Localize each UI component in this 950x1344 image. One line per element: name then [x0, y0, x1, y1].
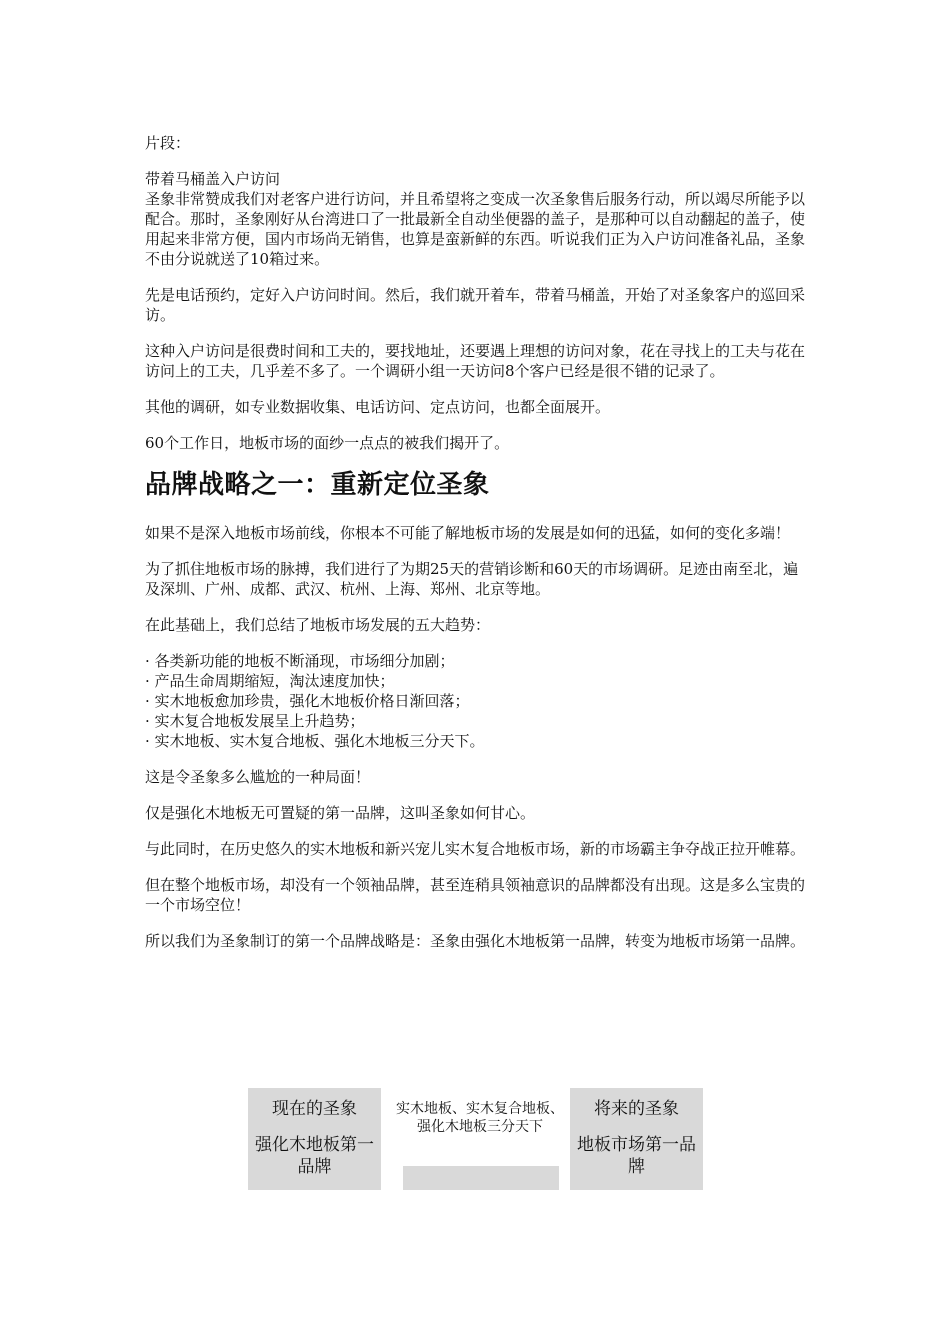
market-split-line-1: 实木地板、实木复合地板、 — [396, 1101, 564, 1117]
trend-item: · 实木地板愈加珍贵，强化木地板价格日渐回落； — [145, 692, 470, 710]
paragraph: 为了抓住地板市场的脉搏，我们进行了为期25天的营销诊断和60天的市场调研。足迹由南至北，遍及深圳、广州、成都、武汉、杭州、上海、郑州、北京等地。 — [145, 560, 799, 598]
future-position-box — [570, 1088, 703, 1190]
trend-item: · 各类新功能的地板不断涌现，市场细分加剧； — [145, 652, 455, 670]
trend-item: · 实木复合地板发展呈上升趋势； — [145, 712, 365, 730]
fragment-label: 片段： — [145, 134, 191, 152]
transition-bar — [403, 1166, 559, 1190]
paragraph: 仅是强化木地板无可置疑的第一品牌，这叫圣象如何甘心。 — [145, 804, 536, 822]
document-body — [145, 133, 810, 951]
paragraph: 但在整个地板市场，却没有一个领袖品牌，甚至连稍具领袖意识的品牌都没有出现。这是多么宝贵的一个市场空位！ — [145, 876, 806, 914]
subheading: 带着马桶盖入户访问 — [145, 170, 281, 188]
current-subtitle: 强化木地板第一品牌 — [255, 1135, 374, 1177]
paragraph: 所以我们为圣象制订的第一个品牌战略是：圣象由强化木地板第一品牌，转变为地板市场第一品牌。 — [145, 932, 806, 950]
positioning-diagram — [248, 1088, 703, 1190]
future-title: 将来的圣象 — [594, 1099, 679, 1119]
paragraph: 在此基础上，我们总结了地板市场发展的五大趋势： — [145, 616, 491, 634]
future-subtitle: 地板市场第一品牌 — [577, 1135, 696, 1177]
paragraph: 60个工作日，地板市场的面纱一点点的被我们揭开了。 — [145, 434, 510, 452]
trend-item: · 实木地板、实木复合地板、强化木地板三分天下。 — [145, 732, 485, 750]
current-title: 现在的圣象 — [272, 1099, 357, 1119]
market-split-text — [396, 1100, 564, 1136]
paragraph: 这种入户访问是很费时间和工夫的，要找地址，还要遇上理想的访问对象，花在寻找上的工夫与花在访问上的工夫，几乎差不多了。一个调研小组一天访问8个客户已经是很不错的记录了。 — [145, 342, 806, 380]
paragraph: 其他的调研，如专业数据收集、电话访问、定点访问，也都全面展开。 — [145, 398, 611, 416]
paragraph: 这是令圣象多么尴尬的一种局面！ — [145, 768, 371, 786]
paragraph: 如果不是深入地板市场前线，你根本不可能了解地板市场的发展是如何的迅猛，如何的变化多端！ — [145, 524, 791, 542]
paragraph: 与此同时，在历史悠久的实木地板和新兴宠儿实木复合地板市场，新的市场霸主争夺战正拉开帷幕。 — [145, 840, 806, 858]
market-split-line-2: 强化木地板三分天下 — [417, 1119, 543, 1135]
current-position-box — [248, 1088, 381, 1190]
paragraph: 先是电话预约，定好入户访问时间。然后，我们就开着车，带着马桶盖，开始了对圣象客户的巡回采访。 — [145, 286, 806, 324]
paragraph: 圣象非常赞成我们对老客户进行访问，并且希望将之变成一次圣象售后服务行动，所以竭尽所能予以配合。那时，圣象刚好从台湾进口了一批最新全自动坐便器的盖子，是那种可以自动翻起的盖子，使用起来非常方便，国内市场尚无销售，也算是蛮新鲜的东西。听说我们正为入户访问准备礼品，圣象不由分说就送了10箱过来。 — [145, 190, 806, 268]
section-heading: 品牌战略之一：重新定位圣象 — [145, 470, 490, 500]
trend-item: · 产品生命周期缩短，淘汰速度加快； — [145, 672, 395, 690]
